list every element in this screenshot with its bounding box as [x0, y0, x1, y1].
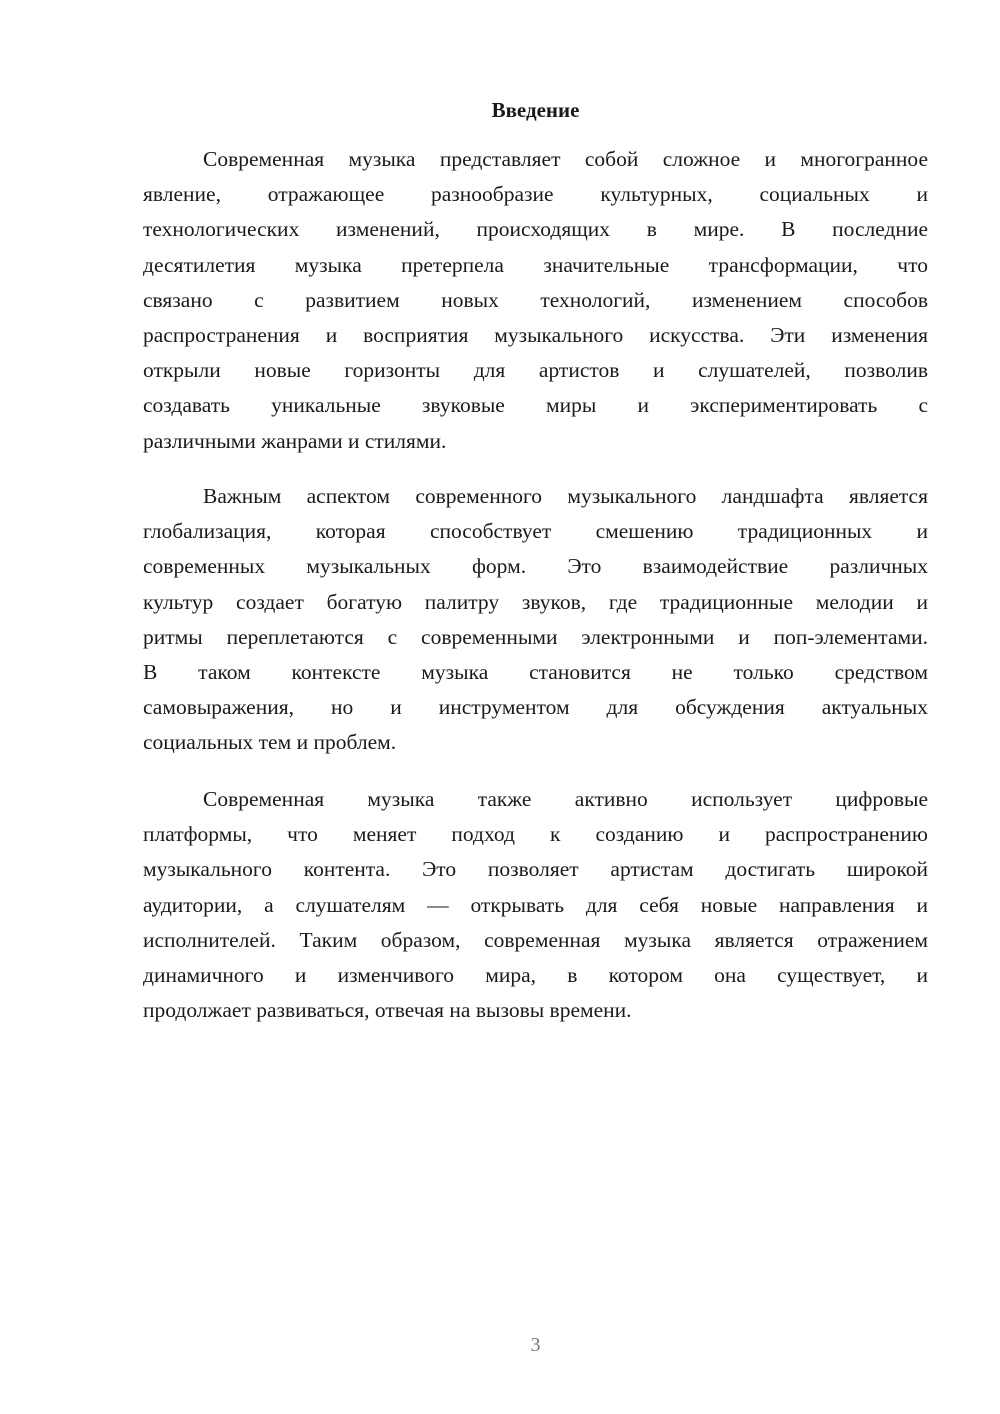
text-line: современных музыкальных форм. Это взаимодействие различных — [143, 554, 928, 579]
text-line: динамичного и изменчивого мира, в котором она существует, и — [143, 963, 928, 988]
text-line: социальных тем и проблем. — [143, 730, 397, 755]
text-line: музыкального контента. Это позволяет артистам достигать широкой — [143, 857, 928, 882]
text-line: самовыражения, но и инструментом для обсуждения актуальных — [143, 695, 928, 720]
text-line: глобализация, которая способствует смешению традиционных и — [143, 519, 928, 544]
text-line: культур создает богатую палитру звуков, где традиционные мелодии и — [143, 589, 928, 614]
paragraph — [143, 142, 928, 459]
text-line: В таком контексте музыка становится не только средством — [143, 660, 928, 685]
text-line: создавать уникальные звуковые миры и экспериментировать с — [143, 393, 928, 418]
text-line: различными жанрами и стилями. — [143, 428, 447, 453]
text-line: платформы, что меняет подход к созданию и распространению — [143, 822, 928, 847]
text-line: распространения и восприятия музыкального искусства. Эти изменения — [143, 323, 928, 348]
text-line: продолжает развиваться, отвечая на вызовы времени. — [143, 998, 632, 1023]
text-line: исполнителей. Таким образом, современная музыка является отражением — [143, 927, 928, 952]
text-line: ритмы переплетаются с современными электронными и поп-элементами. — [143, 624, 928, 649]
page-number: 3 — [530, 1334, 541, 1356]
section-title: Введение — [491, 98, 580, 122]
text-line: Важным аспектом современного музыкального ландшафта является — [203, 484, 928, 508]
text-line: десятилетия музыка претерпела значительные трансформации, что — [143, 252, 928, 277]
text-line: явление, отражающее разнообразие культурных, социальных и — [143, 182, 928, 207]
text-line: технологических изменений, происходящих в мире. В последние — [143, 217, 928, 242]
paragraph — [143, 782, 928, 1028]
paragraph — [143, 479, 928, 761]
text-line: Современная музыка представляет собой сложное и многогранное — [203, 147, 928, 171]
text-line: связано с развитием новых технологий, изменением способов — [143, 287, 928, 312]
text-line: открыли новые горизонты для артистов и слушателей, позволив — [143, 358, 928, 383]
text-line: Современная музыка также активно использует цифровые — [203, 787, 928, 811]
text-line: аудитории, а слушателям — открывать для себя новые направления и — [143, 892, 928, 917]
